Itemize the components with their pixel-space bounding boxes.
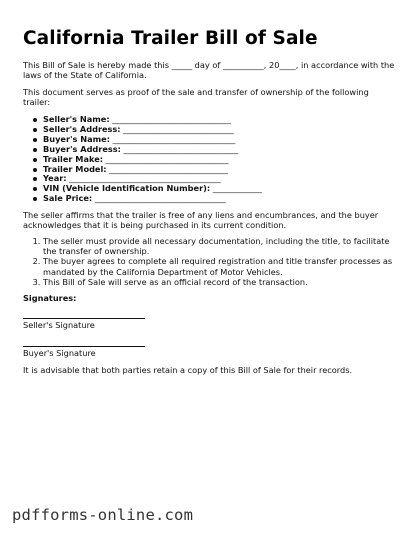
term-item: 1. The seller must provide all necessary documentation, including the title, to facilitate the transfer of ownership. (43, 236, 395, 256)
proof-paragraph: This document serves as proof of the sale and transfer of ownership of the following trailer: (23, 87, 369, 108)
buyer-signature-line (23, 346, 145, 347)
trailer-details-list (23, 115, 262, 204)
field-blank: _____________________________________ (66, 173, 221, 184)
buyer-signature-label: Buyer's Signature (23, 348, 96, 358)
field-label: Year: (43, 173, 67, 184)
field-label: Sale Price: (43, 193, 93, 204)
seller-signature-label: Seller's Signature (23, 320, 95, 330)
intro-paragraph: This Bill of Sale is hereby made this _____ day of __________, 20____, in accordance with the laws of the State of California. (23, 60, 395, 81)
field-label: Seller's Name: (43, 114, 110, 124)
field-blank: ___________________________ (120, 123, 234, 134)
field-blank: _____________________________ (109, 114, 231, 124)
field-label: Buyer's Address: (43, 143, 121, 154)
term-item: 3. This Bill of Sale will serve as an official record of the transaction. (43, 277, 395, 287)
site-watermark: pdfforms-online.com (12, 506, 194, 524)
document-title: California Trailer Bill of Sale (23, 28, 318, 49)
affirmation-paragraph: The seller affirms that the trailer is free of any liens and encumbrances, and the buyer acknowledges that it is being purchased in its current condition. (23, 210, 379, 231)
field-label: Buyer's Name: (43, 133, 110, 144)
field-blank: ______________________________ (103, 153, 229, 164)
seller-signature-line (23, 318, 145, 319)
field-blank: ________________________________ (92, 193, 226, 204)
field-label: Trailer Make: (43, 153, 104, 164)
field-label: Trailer Model: (43, 163, 107, 174)
field-blank: _____________________________ (106, 163, 228, 174)
field-label: VIN (Vehicle Identification Number): (43, 183, 211, 194)
field-blank: ____________ (210, 183, 262, 194)
terms-list (23, 236, 395, 287)
field-label: Seller's Address: (43, 123, 121, 134)
field-blank: ______________________________ (109, 133, 236, 144)
field-blank: ____________________________ (120, 143, 239, 154)
term-item: 2. The buyer agrees to complete all required registration and title transfer processes as mandated by the California Department of Motor Vehicles. (43, 256, 395, 276)
advisory-paragraph: It is advisable that both parties retain a copy of this Bill of Sale for their records. (23, 365, 353, 375)
field-sale-price (33, 194, 262, 204)
signatures-heading: Signatures: (23, 293, 77, 303)
